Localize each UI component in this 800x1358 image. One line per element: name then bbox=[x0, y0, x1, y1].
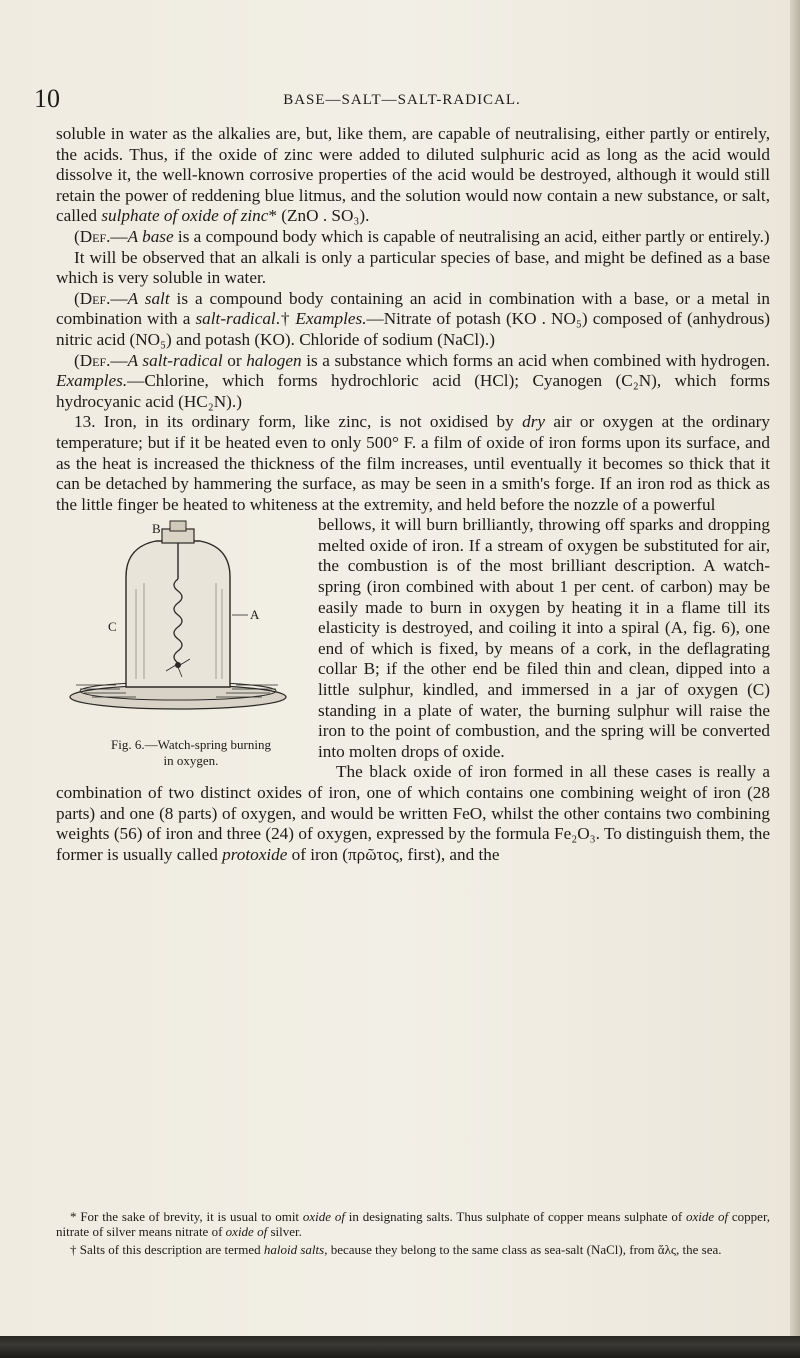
definition-salt-radical: (Def.—A salt-radical or halogen is a substance which forms an acid when combined with hydrogen. Examples.—Chlorine, which forms hydrochloric acid (HCl); Cyanogen (C₂N), which forms hydrocyanic acid (HC₂N).) bbox=[56, 350, 770, 411]
running-title: BASE—SALT—SALT-RADICAL. bbox=[283, 92, 521, 108]
label-c: C bbox=[108, 619, 117, 635]
page-edge bbox=[790, 0, 800, 1358]
paragraph-black-oxide: The black oxide of iron formed in all these cases is really a combination of two distinct oxides of iron, one of which contains one combining weight of iron (28 parts) and one (8 parts) of oxygen, and would be written FeO, whilst the other contains two combining weights (56) of iron and three (24) of oxygen, expressed by the formula Fe₂O₃. To distinguish them, the former is usually called protoxide of iron (πρῶτος, first), and the bbox=[56, 762, 770, 864]
label-a: A bbox=[250, 607, 260, 623]
watch-spring-illustration bbox=[56, 519, 306, 734]
paragraph-alkali: It will be observed that an alkali is only a particular species of base, and might be defined as a base which is very soluble in water. bbox=[56, 247, 770, 288]
body-text bbox=[56, 124, 770, 865]
footnote-oxide-of: * For the sake of brevity, it is usual to omit oxide of in designating salts. Thus sulphate of copper means sulphate of oxide of copper, nitrate of silver means nitrate of oxide of silver. bbox=[56, 1209, 771, 1239]
figure-watch-spring bbox=[56, 519, 306, 779]
label-b: B bbox=[152, 521, 161, 537]
page-bottom-shadow bbox=[0, 1336, 800, 1358]
page-number: 10 bbox=[34, 84, 60, 113]
page-header bbox=[32, 84, 772, 113]
figure-caption: Fig. 6.—Watch-spring burning in oxygen. bbox=[111, 737, 271, 769]
footnotes bbox=[56, 1210, 770, 1262]
definition-base: (Def.—A base is a compound body which is capable of neutralising an acid, either partly or entirely.) bbox=[74, 226, 770, 246]
definition-salt: (Def.—A salt is a compound body containing an acid in combination with a base, or a metal in combination with a salt-radical.† Examples.—Nitrate of potash (KO . NO₅) composed of (anhydrous) nitric acid (NO₅) and potash (KO). Chloride of sodium (NaCl).) bbox=[56, 288, 771, 349]
paragraph-13-iron: 13. Iron, in its ordinary form, like zinc, is not oxidised by dry air or oxygen at the ordinary temperature; but if it be heated even to only 500° F. a film of oxide of iron forms upon its surface, and as the heat is increased the thickness of the film increases, until eventually it becomes so thick that it can be detached by hammering the surface, as may be seen in a smith's forge. If an iron rod as thick as the little finger be heated to whiteness at the extremity, and held before the nozzle of a powerful B A C Fig. 6.—Watch-spring burning in oxygen. bellows, it will burn brilliantly, throwing off sparks and dropping melted oxide of iron. If a stream of oxygen be substituted for air, the combustion is of the most brilliant description. A watch-spring (iron combined with about 1 per cent. of carbon) may be easily made to burn in oxygen by heating it in a flame till its elasticity is destroyed, and coiling it into a spiral (A, fig. 6), one end of which is fixed, by means of a cork, in the deflagrating collar B; if the other end be filed thin and clean, dipped into a little sulphur, kindled, and immersed in a jar of oxygen (C) standing in a plate of water, the burning sulphur will raise the iron to the point of combustion, and the spring will be converted into molten drops of oxide. bbox=[56, 412, 770, 762]
footnote-haloid-salts: † Salts of this description are termed haloid salts, because they belong to the same class as sea-salt (NaCl), from ἅλς, the sea. bbox=[70, 1242, 722, 1257]
paragraph-base-intro: soluble in water as the alkalies are, but, like them, are capable of neutralising, either partly or entirely, the acids. Thus, if the oxide of zinc were added to diluted sulphuric acid as long as the acid would dissolve it, the well-known corrosive properties of the acid would be destroyed, although it would still retain the power of reddening blue litmus, and the solution would now contain a new substance, or salt, called sulphate of oxide of zinc* (ZnO . SO₃). bbox=[56, 124, 770, 226]
